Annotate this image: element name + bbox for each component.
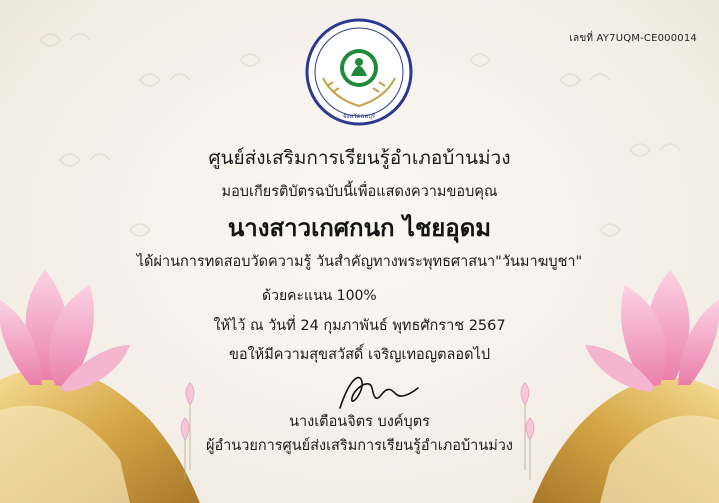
recipient-name: นางสาวเกศกนก ไชยอุดม xyxy=(227,214,492,242)
issue-date: ให้ไว้ ณ วันที่ 24 กุมภาพันธ์ พุทธศักราช 2567 xyxy=(213,318,506,334)
organization-name: ศูนย์ส่งเสริมการเรียนรู้อำเภอบ้านม่วง xyxy=(208,147,511,169)
seal-caption: จังหวัดลพบุรี xyxy=(342,113,376,120)
certificate-subtitle: มอบเกียรติบัตรฉบับนี้เพื่อแสดงความขอบคุณ xyxy=(221,184,498,200)
signer-name: นางเตือนจิตร บงค์บุตร xyxy=(289,414,430,430)
blessing-text: ขอให้มีความสุขสวัสดิ์ เจริญเทอญตลอดไป xyxy=(228,347,491,363)
organization-seal-icon xyxy=(305,18,413,126)
signature-icon xyxy=(330,368,420,414)
score-text: ด้วยคะแนน 100% xyxy=(262,288,377,304)
achievement-text: ได้ผ่านการทดสอบวัดความรู้ วันสำคัญทางพระพุทธศาสนา"วันมาฆบูชา" xyxy=(136,254,583,270)
certificate-number: เลขที่ AY7UQM-CE000014 xyxy=(569,33,697,44)
signer-title: ผู้อำนวยการศูนย์ส่งเสริมการเรียนรู้อำเภอบ้านม่วง xyxy=(205,438,514,454)
